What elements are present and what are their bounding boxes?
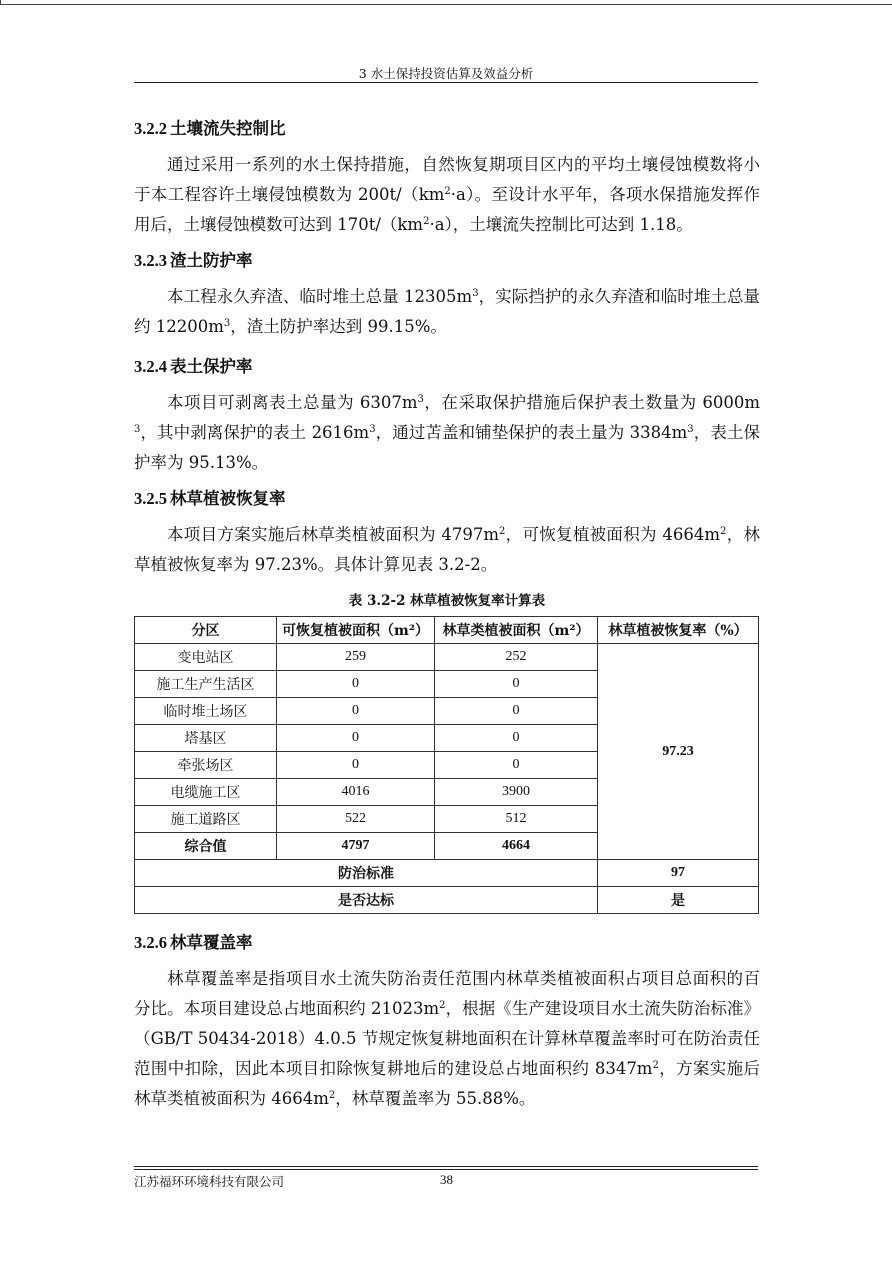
paragraph-vegetation-recovery: 本项目方案实施后林草类植被面积为 $4797m^2$，可恢复植被面积为 $4664m^2$，林草植被恢复率为 97.23%。具体计算见表 3.2-2。 [134,525,760,574]
zone-cell: 塔基区 [135,725,277,752]
vegetated-area-cell: 0 [435,698,598,725]
section-title: 表土保护率 [170,357,253,376]
section-title: 渣土防护率 [170,251,253,270]
table-standard-row [135,860,759,887]
section-title: 林草覆盖率 [170,933,253,952]
page-content [134,112,760,1114]
total-recoverable-cell: 4797 [277,833,435,860]
column-header: 可恢复植被面积（m²） [277,617,435,644]
section-heading-3-2-3 [134,244,760,278]
section-number: 3.2.5 [134,489,167,508]
section-title: 林草植被恢复率 [170,489,286,508]
achieved-label-cell: 是否达标 [135,887,598,914]
zone-cell: 牵张场区 [135,752,277,779]
section-heading-3-2-4 [134,350,760,384]
page-top-frame [0,0,892,5]
recoverable-area-cell: 0 [277,698,435,725]
column-header: 林草植被恢复率（%） [598,617,759,644]
section-heading-3-2-6 [134,926,760,960]
table-caption: 表 3.2-2 林草植被恢复率计算表 [348,593,546,609]
vegetated-area-cell: 0 [435,725,598,752]
vegetated-area-cell: 0 [435,752,598,779]
section-heading-3-2-2 [134,112,760,146]
standard-label-cell: 防治标准 [135,860,598,887]
recoverable-area-cell: 259 [277,644,435,671]
section-number: 3.2.6 [134,933,167,952]
column-header: 林草类植被面积（m²） [435,617,598,644]
achieved-value-cell: 是 [598,887,759,914]
zone-cell: 变电站区 [135,644,277,671]
section-number: 3.2.3 [134,251,167,270]
table-achieved-row [135,887,759,914]
paragraph-soil-loss-control: 通过采用一系列的水土保持措施，自然恢复期项目区内的平均土壤侵蚀模数将小于本工程容许土壤侵蚀模数为 $200t/(km^2\cdot a)$。至设计水平年，各项水保措施发挥作用后，土壤侵蚀模数可达到 $170t/(km^2\cdot a)$，土壤流失控制比可达到 1.18。 [134,155,760,234]
recoverable-area-cell: 0 [277,725,435,752]
zone-cell: 临时堆土场区 [135,698,277,725]
section-heading-3-2-5 [134,482,760,516]
total-vegetated-cell: 4664 [435,833,598,860]
paragraph-vegetation-coverage: 林草覆盖率是指项目水土流失防治责任范围内林草类植被面积占项目总面积的百分比。本项目建设总占地面积约 $21023m^2$，根据《生产建设项目水土流失防治标准》（GB/T 50434-2018）4.0.5 节规定恢复耕地面积在计算林草覆盖率时可在防治责任范围中扣除，因此本项目扣除恢复耕地后的建设总占地面积约 $8347m^2$，方案实施后林草类植被面积为 $4664m^2$，林草覆盖率为 55.88%。 [134,969,761,1108]
zone-cell: 电缆施工区 [135,779,277,806]
zone-cell: 施工道路区 [135,806,277,833]
section-number: 3.2.2 [134,119,167,138]
footer-company: 江苏福环环境科技有限公司 [134,1174,285,1189]
vegetated-area-cell: 512 [435,806,598,833]
paragraph-spoil-protection: 本工程永久弃渣、临时堆土总量 $12305m^3$，实际挡护的永久弃渣和临时堆土总量约 $12200m^3$，渣土防护率达到 99.15%。 [134,287,760,336]
standard-value-cell: 97 [598,860,759,887]
footer-rule [134,1169,758,1170]
footer-rule [134,1166,758,1167]
zone-cell: 施工生产生活区 [135,671,277,698]
recoverable-area-cell: 0 [277,752,435,779]
recovery-rate-cell: 97.23 [598,644,759,860]
table-row [135,644,759,671]
vegetated-area-cell: 3900 [435,779,598,806]
vegetated-area-cell: 252 [435,644,598,671]
recoverable-area-cell: 0 [277,671,435,698]
section-number: 3.2.4 [134,357,167,376]
recoverable-area-cell: 4016 [277,779,435,806]
total-label-cell: 综合值 [135,833,277,860]
recoverable-area-cell: 522 [277,806,435,833]
column-header: 分区 [135,617,277,644]
running-header: 3 水土保持投资估算及效益分析 [358,66,534,81]
header-rule [134,82,758,83]
section-title: 土壤流失控制比 [170,119,286,138]
vegetation-recovery-table [134,616,759,914]
paragraph-topsoil-protection: 本项目可剥离表土总量为 $6307m^3$，在采取保护措施后保护表土数量为 $6000m^3$，其中剥离保护的表土 $2616m^3$，通过苫盖和铺垫保护的表土量为 $3384m^3$，表土保护率为 95.13%。 [134,393,760,472]
page-number: 38 [440,1172,453,1187]
table-header-row [135,617,759,644]
vegetated-area-cell: 0 [435,671,598,698]
